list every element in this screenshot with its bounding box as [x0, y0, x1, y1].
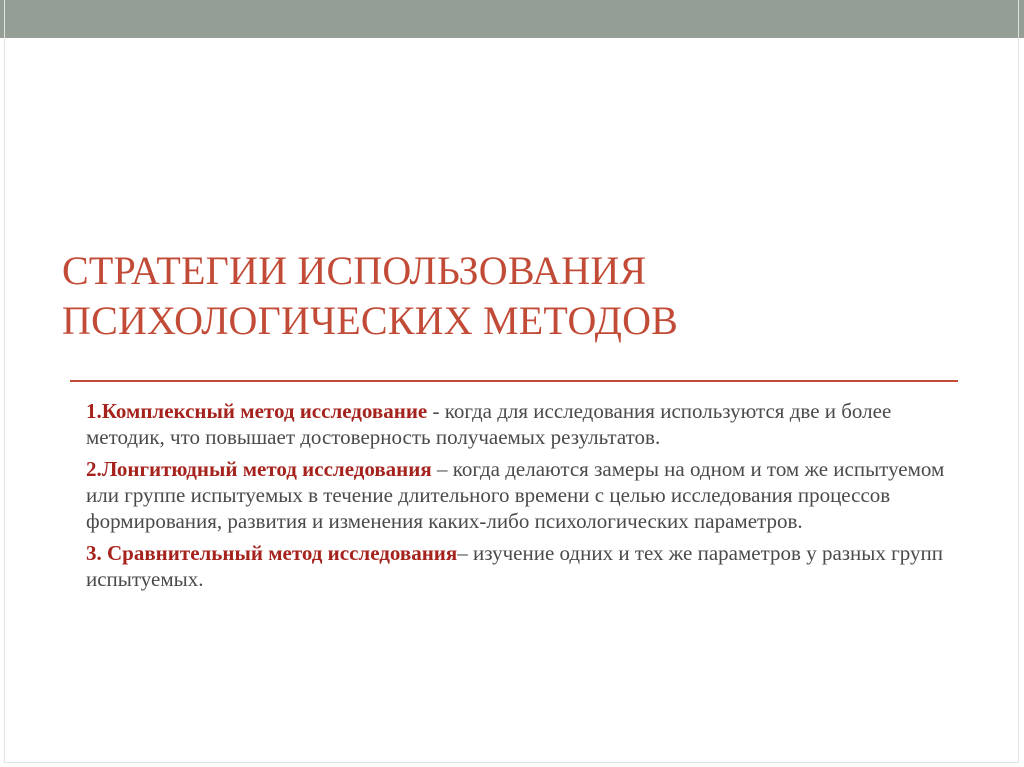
list-item-comparative-method	[86, 540, 946, 592]
item-text: - когда для исследования используются две и более методик, что повышает достоверность получаемых результатов.	[86, 399, 892, 449]
title-line-1: СТРАТЕГИИ ИСПОЛЬЗОВАНИЯ	[62, 248, 647, 293]
item-text: – изучение одних и тех же параметров у разных групп испытуемых.	[86, 541, 943, 591]
content-list	[86, 398, 946, 598]
item-term: 2.Лонгитюдный метод исследования	[86, 457, 432, 481]
item-term: 3. Сравнительный метод исследования	[86, 541, 458, 565]
list-item-longitudinal-method	[86, 456, 946, 534]
title-divider	[70, 380, 958, 382]
slide-title	[62, 246, 942, 346]
title-line-2: ПСИХОЛОГИЧЕСКИХ МЕТОДОВ	[62, 298, 679, 343]
item-term: 1.Комплексный метод исследование	[86, 399, 428, 423]
list-item-complex-method	[86, 398, 946, 450]
item-text: – когда делаются замеры на одном и том же испытуемом или группе испытуемых в течение длительного времени с целью исследования процессов формирования, развития и изменения каких-либо психологических параметров.	[86, 457, 945, 533]
